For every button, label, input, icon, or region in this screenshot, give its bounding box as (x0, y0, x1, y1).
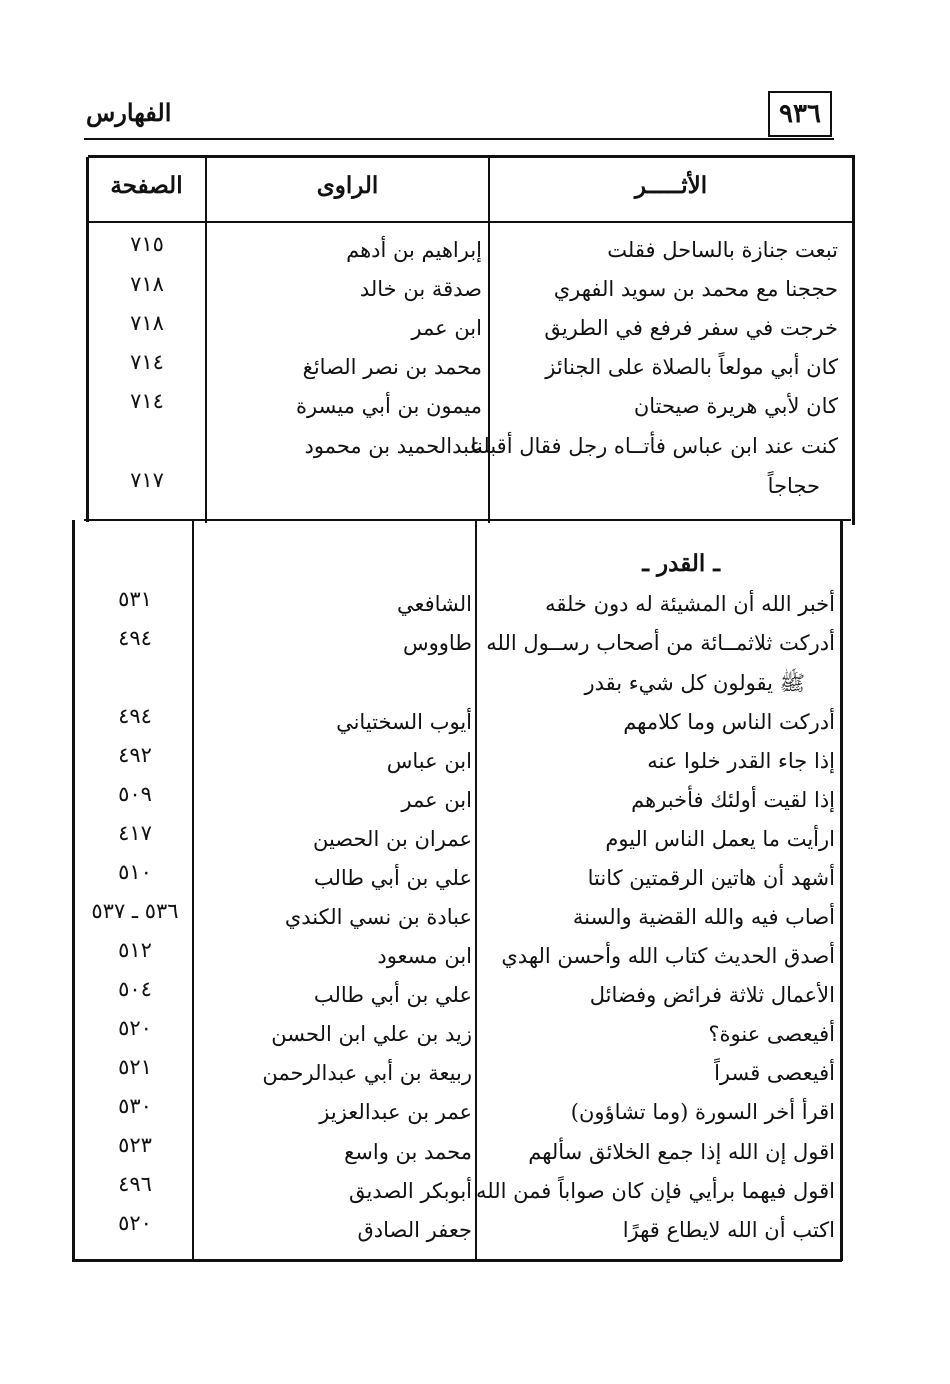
table-block-separator (84, 519, 851, 521)
rawi-cell: إبراهيم بن أدهم (346, 238, 482, 262)
rawi-cell: علي بن أبي طالب (313, 983, 472, 1007)
table-right-border (852, 157, 855, 525)
page-cell: ٤٩٤ (118, 626, 152, 650)
column-divider-page-lower (192, 520, 194, 1261)
page-cell: ٥١٠ (118, 860, 152, 884)
page-cell: ٥٢٠ (118, 1211, 152, 1235)
rawi-cell: علي بن أبي طالب (313, 866, 472, 890)
athar-cell: اقرأ أخر السورة (وما تشاؤون) (570, 1100, 835, 1124)
athar-cell: أدركت ثلاثمــائة من أصحاب رســول الله (486, 631, 835, 655)
page-cell: ٧١٤ (130, 350, 164, 374)
page-cell: ٥٣٦ ـ ٥٣٧ (91, 899, 179, 923)
athar-cell: أدركت الناس وما كلامهم (623, 710, 835, 734)
page-cell: ٧١٨ (130, 272, 164, 296)
rawi-cell: عمر بن عبدالعزيز (319, 1100, 472, 1124)
rawi-cell: ميمون بن أبي ميسرة (296, 394, 482, 418)
rawi-cell: ابن عمر (401, 788, 472, 812)
page-number: ٩٣٦ (779, 99, 821, 129)
rawi-cell: عبادة بن نسي الكندي (284, 905, 472, 929)
athar-cell: الأعمال ثلاثة فرائض وفضائل (589, 983, 835, 1007)
running-header-title: الفهارس (86, 98, 172, 127)
athar-cell: أفيعصى عنوة؟ (708, 1022, 835, 1046)
column-header-page: الصفحة (110, 172, 183, 199)
page-cell: ٧١٨ (130, 311, 164, 335)
athar-cell: حجاجاً (767, 474, 820, 498)
athar-cell: اكتب أن الله لايطاع قهرًا (622, 1218, 835, 1242)
rawi-cell: محمد بن واسع (344, 1140, 472, 1164)
page-cell: ٤١٧ (118, 821, 152, 845)
page-cell: ٥٢١ (118, 1055, 152, 1079)
rawi-cell: عبدالحميد بن محمود (304, 434, 482, 458)
athar-cell: كنت عند ابن عباس فأتــاه رجل فقال أقبلنا (470, 434, 838, 458)
rawi-cell: أيوب السختياني (336, 710, 472, 734)
page-cell: ٥٢٠ (118, 1016, 152, 1040)
page-number-box (768, 91, 832, 137)
page-cell: ٧١٧ (130, 468, 164, 492)
rawi-cell: جعفر الصادق (357, 1218, 472, 1242)
rawi-cell: محمد بن نصر الصائغ (302, 355, 482, 379)
rawi-cell: ربيعة بن أبي عبدالرحمن (262, 1061, 472, 1085)
column-header-athar: الأثـــــر (634, 172, 708, 199)
athar-cell: أصاب فيه والله القضية والسنة (572, 905, 835, 929)
header-rule (84, 138, 834, 140)
athar-cell: أصدق الحديث كتاب الله وأحسن الهدي (501, 944, 835, 968)
column-divider-page (205, 157, 207, 523)
rawi-cell: زيد بن علي ابن الحسن (271, 1022, 472, 1046)
athar-cell: أخبر الله أن المشيئة له دون خلقه (545, 592, 835, 616)
rawi-cell: ابن عمر (411, 316, 482, 340)
table-bottom-border (72, 1259, 842, 1262)
athar-cell: أشهد أن هاتين الرقمتين كانتا (587, 866, 835, 890)
section-title: ـ القدر ـ (642, 550, 720, 577)
rawi-cell: ابن مسعود (377, 944, 472, 968)
athar-cell: اقول إن الله إذا جمع الخلائق سألهم (528, 1140, 835, 1164)
athar-cell: كان لأبي هريرة صيحتان (633, 394, 838, 418)
athar-cell: ارأيت ما يعمل الناس اليوم (605, 827, 835, 851)
table-right-border-lower (840, 520, 843, 1261)
athar-cell: كان أبي مولعاً بالصلاة على الجنائز (545, 355, 838, 379)
athar-cell: اقول فيهما برأيي فإن كان صواباً فمن الله (476, 1179, 835, 1203)
rawi-cell: ابن عباس (386, 749, 472, 773)
rawi-cell: عمران بن الحصين (312, 827, 472, 851)
rawi-cell: الشافعي (396, 592, 472, 616)
column-divider-athar (488, 157, 490, 523)
athar-cell: أفيعصى قسراً (714, 1061, 835, 1085)
page-cell: ٧١٥ (130, 232, 164, 256)
page-cell: ٥٣١ (118, 587, 152, 611)
table-left-border (86, 157, 89, 522)
page-cell: ٥٣٠ (118, 1094, 152, 1118)
page-cell: ٥٠٤ (118, 977, 152, 1001)
athar-cell: ﷺ يقولون كل شيء بقدر (584, 671, 805, 695)
column-divider-athar-lower (475, 520, 477, 1261)
athar-cell: خرجت في سفر فرفع في الطريق (544, 316, 838, 340)
table-head-separator (88, 221, 855, 223)
page-cell: ٤٩٢ (118, 743, 152, 767)
page-cell: ٥٠٩ (118, 782, 152, 806)
page-cell: ٥٢٣ (118, 1133, 152, 1157)
athar-cell: إذا جاء القدر خلوا عنه (647, 749, 835, 773)
page-cell: ٥١٢ (118, 938, 152, 962)
table-left-border-lower (72, 520, 75, 1261)
page-cell: ٤٩٦ (118, 1172, 152, 1196)
column-header-rawi: الراوى (316, 172, 379, 199)
table-top-border (88, 155, 855, 158)
rawi-cell: طاووس (402, 631, 472, 655)
page-cell: ٧١٤ (130, 389, 164, 413)
athar-cell: تبعت جنازة بالساحل فقلت (607, 238, 838, 262)
athar-cell: إذا لقيت أولئك فأخبرهم (631, 788, 835, 812)
rawi-cell: أبوبكر الصديق (348, 1179, 472, 1203)
rawi-cell: صدقة بن خالد (359, 277, 482, 301)
page-cell: ٤٩٤ (118, 704, 152, 728)
athar-cell: حججنا مع محمد بن سويد الفهري (553, 277, 838, 301)
